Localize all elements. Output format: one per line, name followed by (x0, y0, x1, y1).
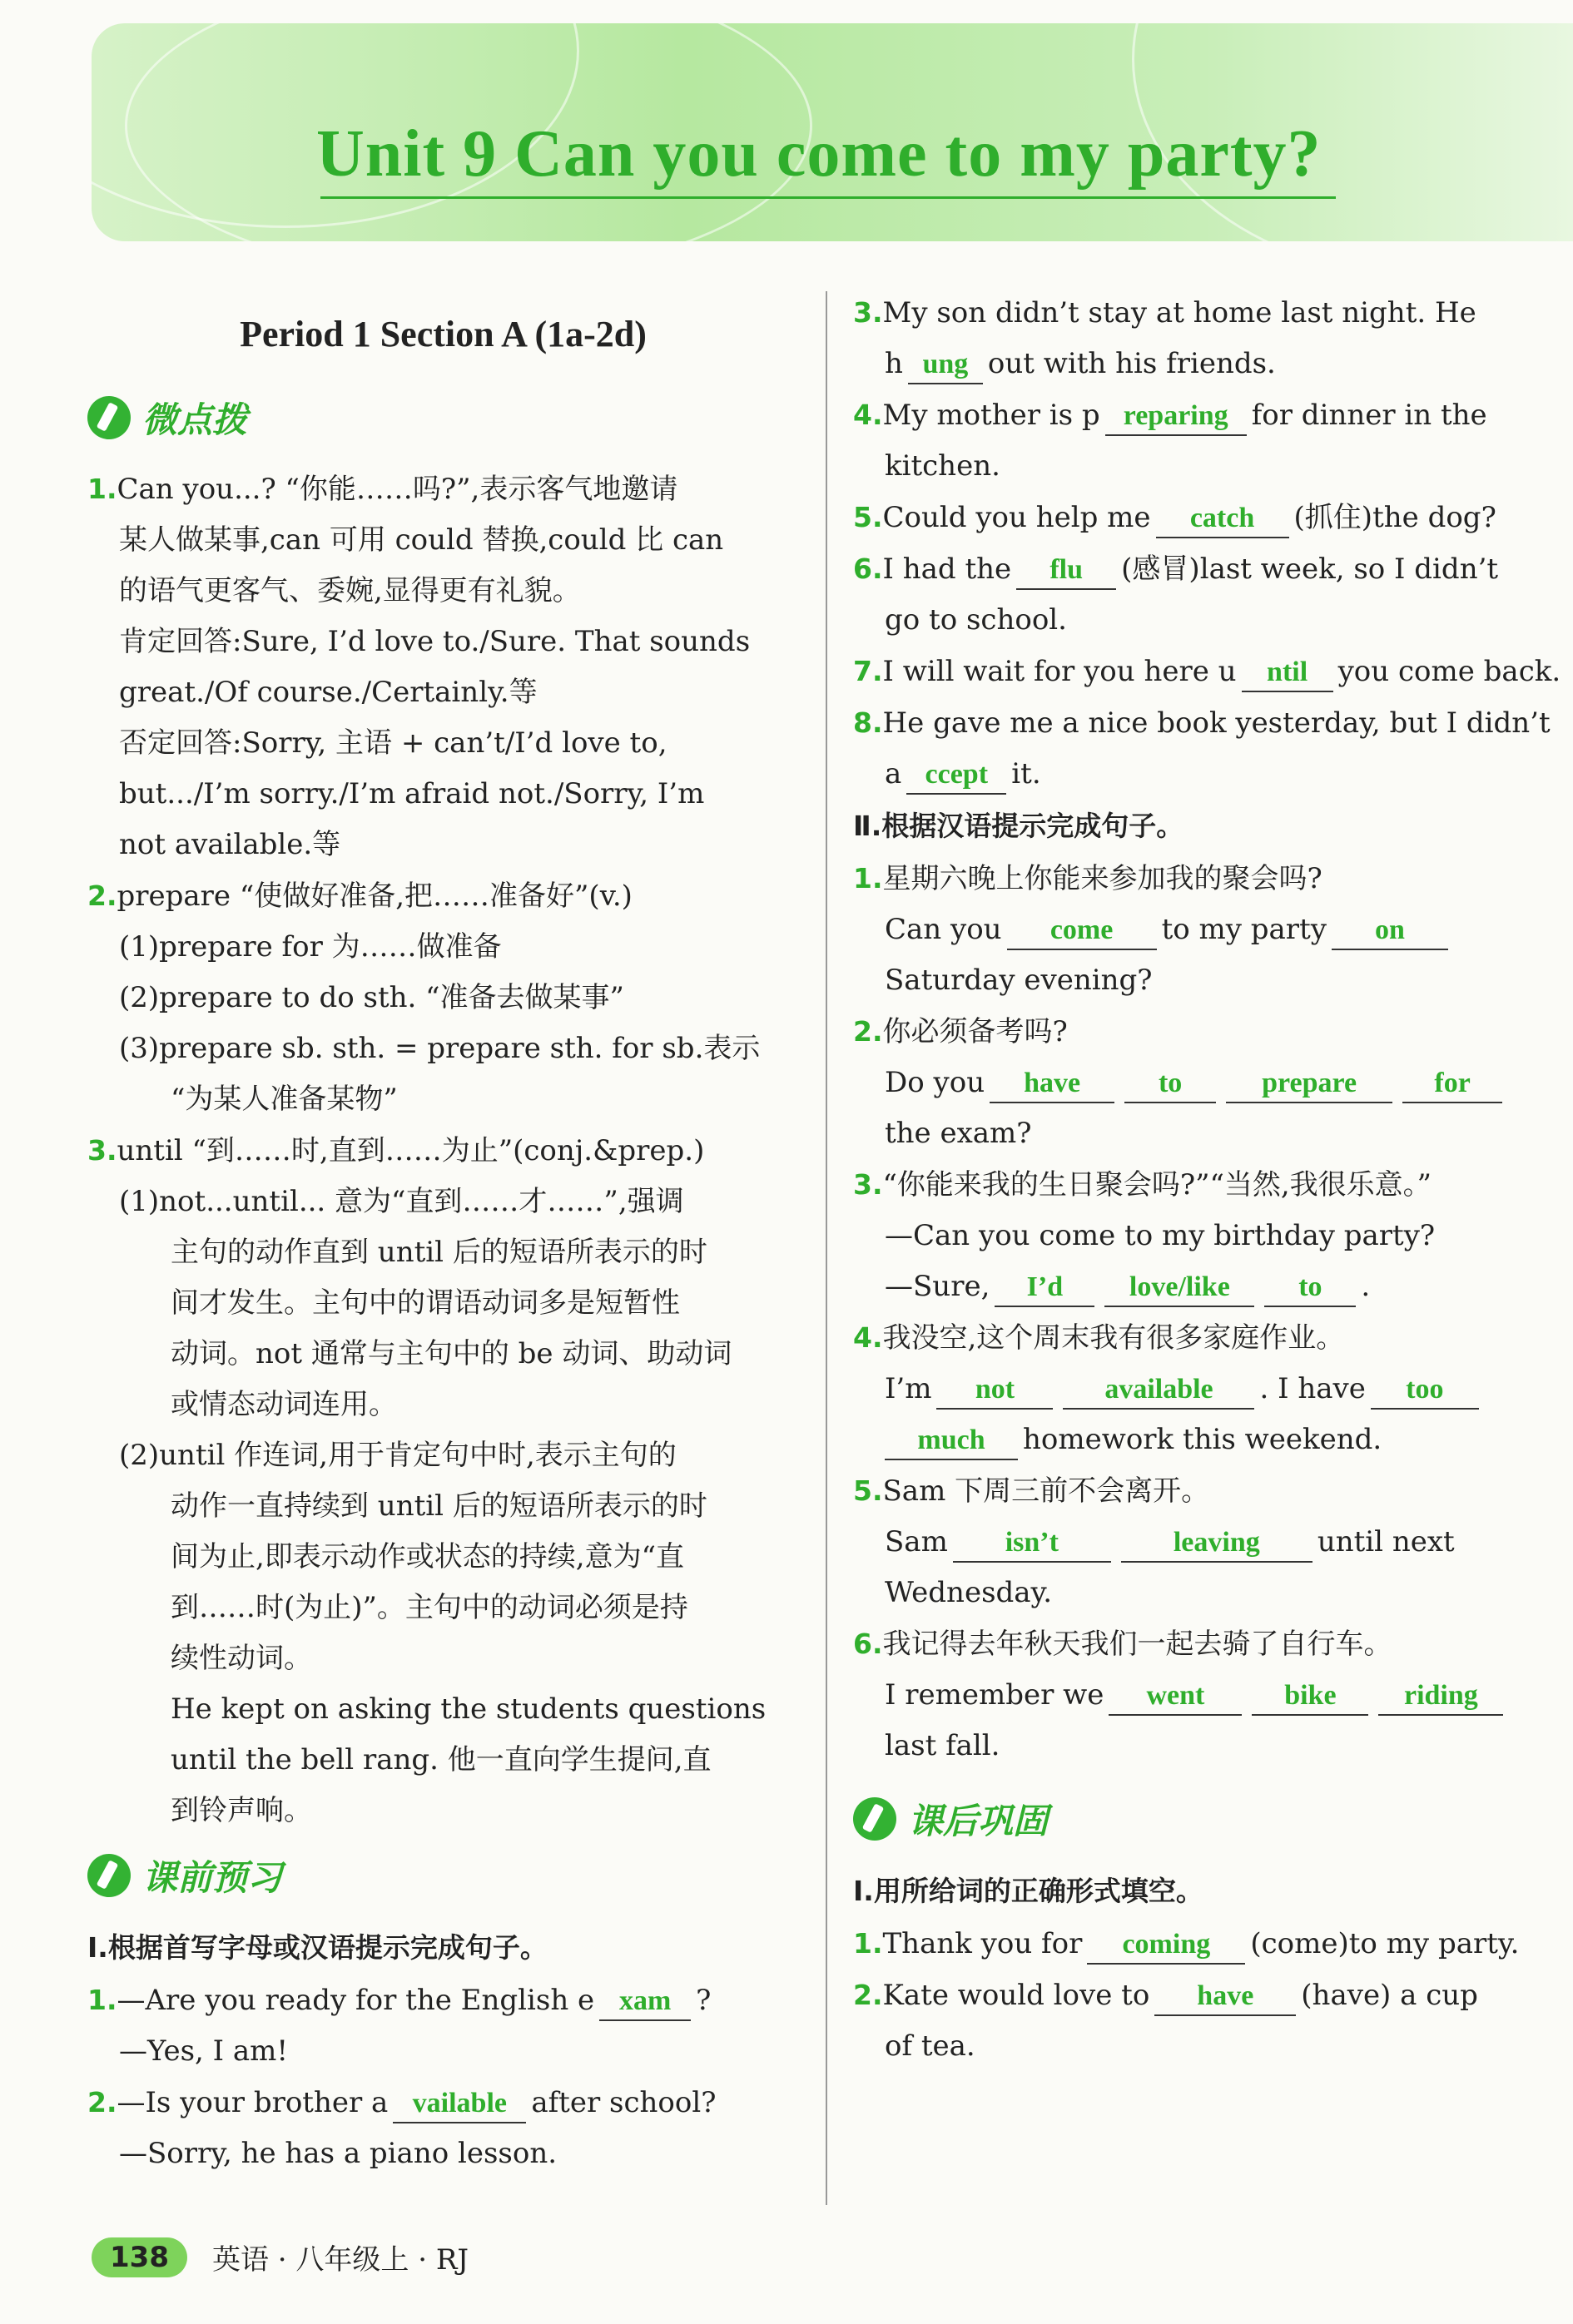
tip-line (87, 1786, 799, 1836)
answer-blank: to (1264, 1269, 1356, 1307)
answer-blank: reparing (1105, 398, 1247, 436)
exercise-line: the exam? (885, 1117, 1032, 1150)
page-footer (92, 2237, 469, 2277)
tip-text: He kept on asking the students questions (171, 1692, 767, 1726)
period-title: Period 1 Section A (1a-2d) (240, 314, 647, 354)
exercise-item: 2.Kate would love to have (have) a cup (853, 1970, 1569, 2021)
exercise-item: 1.星期六晚上你能来参加我的聚会吗? (853, 862, 1322, 895)
tip-text: 间才发生。主句中的谓语动词多是短暂性 (171, 1286, 680, 1320)
tip-line (87, 515, 799, 566)
answer-blank: coming (1087, 1926, 1245, 1965)
answer-blank: riding (1378, 1677, 1503, 1716)
exercise-item: 1.—Are you ready for the English e xam ? (87, 1975, 799, 2026)
item-number: 3. (87, 1134, 117, 1167)
tip-text: (1)not...until... 意为“直到……才……”,强调 (119, 1185, 684, 1218)
title-underline (320, 196, 1336, 199)
exercise-item: 6.我记得去年秋天我们一起去骑了自行车。 (853, 1628, 1392, 1661)
exercise-item: 8.He gave me a nice book yesterday, but I didn’t (853, 706, 1551, 740)
exercise-item: 6.I had the flu (感冒)last week, so I didn’t (853, 543, 1569, 595)
tip-text: 续性动词。 (171, 1642, 312, 1675)
exercise-line: h ung out with his friends. (853, 339, 1569, 389)
exercise-item: 3.“你能来我的生日聚会吗?”“当然,我很乐意。” (853, 1168, 1432, 1202)
tip-text: prepare “使做好准备,把……准备好”(v.) (117, 880, 633, 913)
answer-blank: have (1154, 1978, 1296, 2016)
exercise-line: of tea. (885, 2029, 975, 2063)
tip-line (87, 1380, 799, 1430)
tip-line (87, 1278, 799, 1329)
answer-blank: prepare (1226, 1065, 1392, 1103)
exercise-line: Sam isn’t leaving until next (853, 1517, 1569, 1568)
tip-line (87, 1583, 799, 1633)
exercise-line: much homework this weekend. (853, 1415, 1569, 1465)
tip-line (87, 1329, 799, 1380)
answer-blank: to (1124, 1065, 1216, 1103)
tip-text: 或情态动词连用。 (171, 1388, 397, 1421)
tip-line (87, 769, 799, 820)
item-number: 1. (87, 473, 117, 505)
exercise-item: 4.My mother is p reparing for dinner in the (853, 389, 1569, 441)
answer-blank: ntil (1242, 654, 1333, 692)
exercise-heading: Ⅰ.根据首写字母或汉语提示完成句子。 (87, 1931, 548, 1964)
tip-line (87, 973, 799, 1023)
tip-line (87, 922, 799, 973)
tip-text: until the bell rang. 他一直向学生提问,直 (171, 1743, 712, 1776)
tip-text: 动作一直持续到 until 后的短语所表示的时 (171, 1489, 707, 1523)
answer-blank: flu (1016, 552, 1116, 590)
answer-blank: for (1402, 1065, 1502, 1103)
exercise-item: 2.你必须备考吗? (853, 1015, 1068, 1048)
exercise-item: 5.Sam 下周三前不会离开。 (853, 1474, 1210, 1508)
item-number: 2. (87, 880, 117, 912)
tip-text: 的语气更客气、委婉,显得更有礼貌。 (119, 574, 581, 607)
tip-line (87, 667, 799, 718)
tip-text: 间为止,即表示动作或状态的持续,意为“直 (171, 1540, 684, 1573)
answer-blank: catch (1156, 500, 1289, 538)
exercise-line: —Sure, I’d love/like to . (853, 1261, 1569, 1312)
tip-text: (2)until 作连词,用于肯定句中时,表示主句的 (119, 1439, 677, 1472)
exercise-line: I remember we went bike riding (853, 1670, 1569, 1721)
tip-line (87, 1430, 799, 1481)
answer-blank: leaving (1121, 1524, 1312, 1563)
tip-line (87, 617, 799, 667)
tip-line (87, 1735, 799, 1786)
tip-text: 主句的动作直到 until 后的短语所表示的时 (171, 1236, 707, 1269)
exercise-line: —Yes, I am! (119, 2034, 289, 2068)
tip-line (87, 1633, 799, 1684)
section-title: 课后巩固 (908, 1801, 1049, 1841)
tip-text: but.../I’m sorry./I’m afraid not./Sorry, I’m (119, 777, 705, 810)
tip-text: 肯定回答:Sure, I’d love to./Sure. That sounds (119, 625, 751, 658)
answer-blank: bike (1252, 1677, 1368, 1716)
exercise-line: Saturday evening? (885, 964, 1153, 997)
tip-line (87, 566, 799, 617)
tip-line (87, 1532, 799, 1583)
exercise-item: 4.我没空,这个周末我有很多家庭作业。 (853, 1321, 1345, 1355)
exercise-item: 3.My son didn’t stay at home last night. He (853, 296, 1476, 330)
tip-line (87, 1177, 799, 1227)
tip-text: 某人做某事,can 可用 could 替换,could 比 can (119, 523, 724, 557)
exercise-line: I’m not available . I have too (853, 1364, 1569, 1415)
answer-blank: too (1371, 1371, 1479, 1410)
tip-line (87, 1074, 799, 1125)
section-title: 课前预习 (142, 1857, 283, 1898)
tip-line (87, 1023, 799, 1074)
tip-text: 到……时(为止)”。主句中的动词必须是持 (171, 1591, 688, 1624)
exercise-heading: Ⅱ.根据汉语提示完成句子。 (853, 810, 1184, 842)
tip-line (87, 1227, 799, 1278)
tip-line (87, 718, 799, 769)
tip-text: “为某人准备某物” (171, 1083, 398, 1116)
tip-text: (3)prepare sb. sth. = prepare sth. for sb.表示 (119, 1032, 761, 1065)
tip-line (87, 1481, 799, 1532)
exercise-line: go to school. (885, 603, 1067, 637)
tip-line (87, 1125, 799, 1177)
exercise-line: —Sorry, he has a piano lesson. (119, 2137, 558, 2170)
answer-blank: love/like (1104, 1269, 1254, 1307)
answer-blank: available (1063, 1371, 1254, 1410)
answer-blank: ccept (906, 756, 1006, 795)
tip-text: great./Of course./Certainly.等 (119, 676, 538, 709)
answer-blank: much (885, 1422, 1018, 1460)
answer-blank: ung (908, 346, 983, 384)
answer-blank: have (990, 1065, 1114, 1103)
tips-list (87, 463, 799, 1836)
left-column (87, 283, 799, 2179)
page-number: 138 (92, 2237, 187, 2277)
answer-blank: went (1109, 1677, 1242, 1716)
exercise-line: Wednesday. (885, 1576, 1053, 1609)
pen-icon (853, 1797, 896, 1841)
exercise-heading: Ⅰ.用所给词的正确形式填空。 (853, 1875, 1203, 1907)
section-title: 微点拨 (142, 399, 248, 440)
pen-icon (87, 396, 131, 439)
footer-text: 英语 · 八年级上 · RJ (211, 2243, 469, 2277)
exercise-line: a ccept it. (853, 749, 1569, 800)
tip-text: 到铃声响。 (171, 1794, 312, 1827)
tip-line (87, 820, 799, 870)
answer-blank: on (1332, 912, 1448, 950)
exercise-line: last fall. (885, 1729, 1000, 1762)
tip-text: (1)prepare for 为……做准备 (119, 930, 502, 964)
answer-blank: vailable (393, 2085, 526, 2123)
exercise-line: Can you come to my party on (853, 904, 1569, 955)
exercise-item: 2.—Is your brother a vailable after school? (87, 2077, 799, 2128)
tip-text: 动词。not 通常与主句中的 be 动词、助动词 (171, 1337, 732, 1370)
tip-text: 否定回答:Sorry, 主语 + can’t/I’d love to, (119, 726, 667, 760)
tip-line (87, 1684, 799, 1735)
column-divider (826, 291, 827, 2205)
exercise-line: kitchen. (885, 449, 1000, 483)
answer-blank: I’d (995, 1269, 1094, 1307)
tip-text: (2)prepare to do sth. “准备去做某事” (119, 981, 624, 1014)
exercise-item: 7.I will wait for you here u ntil you come back. (853, 646, 1569, 697)
section-header-review (853, 1788, 1569, 1850)
exercise-item: 5.Could you help me catch (抓住)the dog? (853, 492, 1569, 543)
exercise-line: —Can you come to my birthday party? (885, 1219, 1436, 1252)
tip-line (87, 463, 799, 515)
tip-text: not available.等 (119, 828, 341, 861)
section-header-tips (87, 387, 799, 448)
section-header-preview (87, 1845, 799, 1906)
tip-line (87, 870, 799, 922)
answer-blank: come (1007, 912, 1157, 950)
exercise-item: 1.Thank you for coming (come)to my party. (853, 1918, 1569, 1970)
exercise-line: Do you have to prepare for (853, 1058, 1569, 1108)
answer-blank: isn’t (953, 1524, 1111, 1563)
answer-blank: not (936, 1371, 1053, 1410)
tip-text: Can you...? “你能……吗?”,表示客气地邀请 (117, 473, 678, 506)
right-column (853, 287, 1569, 2072)
answer-blank: xam (599, 1983, 691, 2021)
unit-title: Unit 9 Can you come to my party? (316, 117, 1322, 191)
pen-icon (87, 1854, 131, 1897)
tip-text: until “到……时,直到……为止”(conj.&prep.) (117, 1134, 705, 1167)
